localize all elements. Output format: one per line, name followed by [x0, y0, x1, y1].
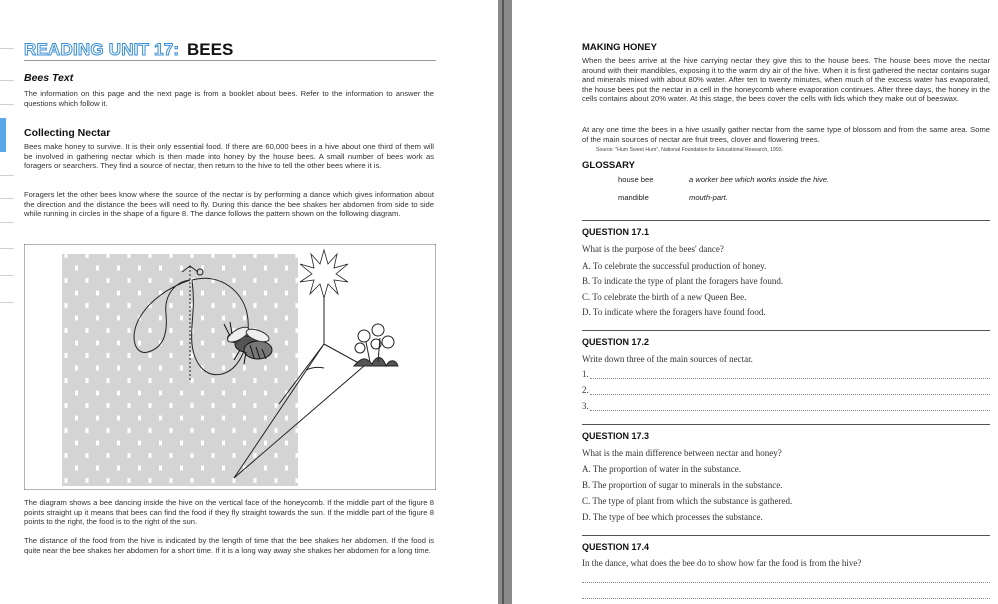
glossary-definition: mouth-part. — [689, 193, 728, 202]
unit-title — [24, 40, 436, 61]
question-17-3-prompt: What is the main difference between nectar and honey? — [582, 448, 782, 458]
intro-text: The information on this page and the next page is from a booklet about bees. Refer to the information to answer the questions which follow it. — [24, 89, 434, 108]
answer-option[interactable]: C. To celebrate the birth of a new Queen Bee. — [582, 292, 747, 302]
making-honey-paragraph-2: At any one time the bees in a hive usually gather nectar from the same type of blossom and from the same area. Some of the main sources of nectar are fruit trees, clover and flowering trees. — [582, 125, 990, 144]
paragraph-2: Foragers let the other bees know where the source of the nectar is by performing a dance which gives information about the direction and the distance the bees will need to fly. During this dance the bee shakes her abdomen from side to side while running in circles in the shape of a figure 8. The dance follows the pattern shown on the following diagram. — [24, 190, 434, 218]
divider — [582, 424, 990, 425]
answer-line[interactable] — [590, 378, 990, 379]
making-honey-heading: MAKING HONEY — [582, 42, 657, 53]
question-17-4-label: QUESTION 17.4 — [582, 542, 650, 552]
glossary-heading: GLOSSARY — [582, 160, 635, 171]
glossary-term: house bee — [618, 175, 654, 184]
answer-option[interactable]: C. The type of plant from which the substance is gathered. — [582, 496, 793, 506]
question-17-2-prompt: Write down three of the main sources of nectar. — [582, 354, 753, 364]
honeycomb — [62, 254, 298, 486]
answer-option[interactable]: D. To indicate where the foragers have found food. — [582, 307, 766, 317]
paragraph-4: The distance of the food from the hive is indicated by the length of time that the bee shakes her abdomen. If the food is quite near the bee shakes her abdomen for a short time. If it is a long way away she shakes her abdomen for a long time. — [24, 536, 434, 555]
divider — [582, 330, 990, 331]
question-17-1-prompt: What is the purpose of the bees' dance? — [582, 244, 724, 254]
source-citation: Source: "Hum Sweet Hum", National Foundation for Educational Research, 1993. — [596, 147, 784, 153]
answer-line[interactable] — [590, 394, 990, 395]
left-page — [0, 0, 498, 604]
question-17-3-label: QUESTION 17.3 — [582, 431, 650, 441]
answer-line-number: 2. — [582, 385, 589, 395]
answer-option[interactable]: B. The proportion of sugar to minerals in the substance. — [582, 480, 783, 490]
unit-title-topic: BEES — [187, 40, 234, 59]
margin-highlight — [0, 118, 6, 152]
question-17-1-label: QUESTION 17.1 — [582, 227, 650, 237]
question-17-4-prompt: In the dance, what does the bee do to show how far the food is from the hive? — [582, 558, 862, 568]
margin-markers — [0, 0, 22, 604]
bee-dance-diagram — [24, 244, 436, 490]
right-page — [512, 0, 998, 604]
answer-line-number: 1. — [582, 369, 589, 379]
answer-option[interactable]: B. To indicate the type of plant the foragers have found. — [582, 276, 784, 286]
answer-line[interactable] — [590, 410, 990, 411]
paragraph-3: The diagram shows a bee dancing inside the hive on the vertical face of the honeycomb. If the middle part of the figure 8 points straight up it means that bees can find the food if they fly straight towards the sun. If the middle part of the figure 8 points to the right, the food is to the right of the sun. — [24, 498, 434, 526]
answer-option[interactable]: A. To celebrate the successful production of honey. — [582, 261, 767, 271]
answer-line[interactable] — [582, 598, 990, 599]
glossary-term: mandible — [618, 193, 649, 202]
flower-icon — [354, 324, 398, 366]
divider — [582, 220, 990, 221]
page-gutter — [498, 0, 512, 604]
question-17-2-label: QUESTION 17.2 — [582, 337, 650, 347]
answer-line-number: 3. — [582, 401, 589, 411]
answer-option[interactable]: D. The type of bee which processes the substance. — [582, 512, 763, 522]
sun-icon — [300, 250, 348, 298]
answer-option[interactable]: A. The proportion of water in the substance. — [582, 464, 742, 474]
making-honey-paragraph-1: When the bees arrive at the hive carrying nectar they give this to the house bees. The house bees move the nectar around with their mandibles, exposing it to the warm dry air of the hive. When it is first gathered the nectar contains sugar and minerals mixed with about 80% water. After ten to twenty minutes, when much of the excess water has evaporated, the house bees put the nectar in a cell in the honeycomb where evaporation continues. After three days, the honey in the cells contains about 20% water. At this stage, the bees cover the cells with lids which they make out of beeswax. — [582, 56, 990, 103]
section-heading: Collecting Nectar — [24, 127, 111, 139]
unit-title-label: READING UNIT 17: — [24, 40, 180, 59]
divider — [582, 535, 990, 536]
answer-line[interactable] — [582, 582, 990, 583]
subtitle: Bees Text — [24, 72, 74, 84]
paragraph-1: Bees make honey to survive. It is their only essential food. If there are 60,000 bees in a hive about one third of them will be involved in gathering nectar which is then made into honey by the house bees. A small number of bees work as foragers or searchers. They find a source of nectar, then return to the hive to tell the other bees where it is. — [24, 142, 434, 170]
glossary-definition: a worker bee which works inside the hive. — [689, 175, 830, 184]
